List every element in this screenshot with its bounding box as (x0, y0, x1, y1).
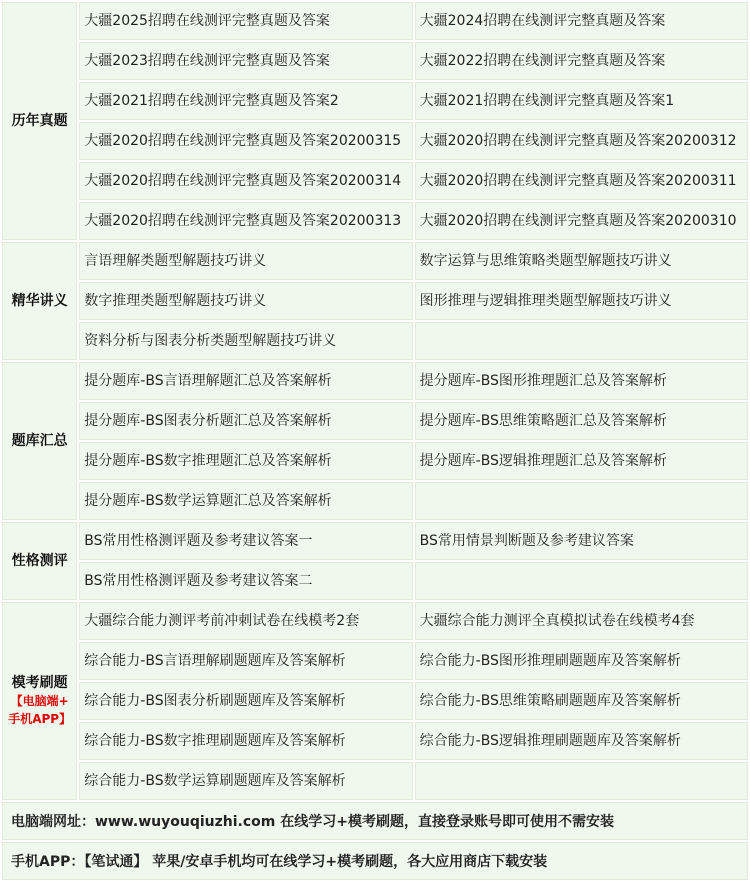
resource-link[interactable]: 大疆2022招聘在线测评完整真题及答案 (419, 53, 666, 69)
resource-link[interactable]: 大疆2021招聘在线测评完整真题及答案2 (84, 93, 339, 109)
table-row (2, 2, 748, 40)
resource-cell[interactable] (415, 162, 748, 200)
resource-link[interactable]: 提分题库-BS图形推理题汇总及答案解析 (419, 373, 667, 389)
empty-cell (415, 562, 748, 600)
resource-cell[interactable] (415, 402, 748, 440)
table-row (2, 522, 748, 560)
category-personality (2, 522, 77, 600)
resource-link[interactable]: 大疆综合能力测评全真模拟试卷在线模考4套 (419, 613, 695, 629)
resource-cell[interactable] (415, 682, 748, 720)
resource-link[interactable]: 大疆2025招聘在线测评完整真题及答案 (84, 13, 330, 29)
resource-cell[interactable] (79, 722, 412, 760)
resource-cell[interactable] (415, 442, 748, 480)
resource-link[interactable]: 大疆2020招聘在线测评完整真题及答案20200315 (84, 133, 402, 149)
resource-link[interactable]: 图形推理与逻辑推理类题型解题技巧讲义 (419, 293, 672, 309)
footer-row (2, 842, 748, 880)
resource-link[interactable]: 大疆2020招聘在线测评完整真题及答案20200311 (419, 173, 737, 189)
table-row (2, 482, 748, 520)
table-row (2, 762, 748, 800)
footer-pc-url: 电脑端网址：www.wuyouqiuzhi.com 在线学习+模考刷题，直接登录账号即可使用不需安装 (2, 802, 748, 840)
resource-link[interactable]: 提分题库-BS逻辑推理题汇总及答案解析 (419, 453, 667, 469)
resource-cell[interactable] (79, 602, 412, 640)
resource-link[interactable]: 综合能力-BS逻辑推理刷题题库及答案解析 (419, 733, 681, 749)
resource-cell[interactable] (415, 2, 748, 40)
empty-cell (415, 482, 748, 520)
resource-cell[interactable] (79, 82, 412, 120)
resource-cell[interactable] (415, 522, 748, 560)
category-bank (2, 362, 77, 520)
resource-cell[interactable] (79, 402, 412, 440)
resource-link[interactable]: 数字运算与思维策略类题型解题技巧讲义 (419, 253, 672, 269)
category-label: 题库汇总 (11, 433, 68, 449)
resource-cell[interactable] (79, 322, 412, 360)
resource-link[interactable]: BS常用性格测评题及参考建议答案一 (84, 533, 313, 549)
resource-link[interactable]: 数字推理类题型解题技巧讲义 (84, 293, 267, 309)
resource-link[interactable]: 大疆2023招聘在线测评完整真题及答案 (84, 53, 330, 69)
category-essence (2, 242, 77, 360)
resource-cell[interactable] (79, 242, 412, 280)
resource-link[interactable]: 综合能力-BS数学运算刷题题库及答案解析 (84, 773, 346, 789)
resource-link[interactable]: 大疆2021招聘在线测评完整真题及答案1 (419, 93, 675, 109)
table-row (2, 162, 748, 200)
resource-link[interactable]: 大疆综合能力测评考前冲刺试卷在线模考2套 (84, 613, 360, 629)
table-row (2, 602, 748, 640)
empty-cell (415, 762, 748, 800)
resource-cell[interactable] (415, 202, 748, 240)
category-label: 历年真题 (11, 113, 68, 129)
resource-cell[interactable] (415, 122, 748, 160)
resource-link[interactable]: 提分题库-BS数字推理题汇总及答案解析 (84, 453, 332, 469)
resource-cell[interactable] (79, 762, 412, 800)
resource-cell[interactable] (79, 642, 412, 680)
table-row (2, 82, 748, 120)
category-label: 模考刷题 (11, 675, 68, 691)
category-history (2, 2, 77, 240)
resource-cell[interactable] (79, 122, 412, 160)
resource-cell[interactable] (415, 282, 748, 320)
table-row (2, 402, 748, 440)
resource-cell[interactable] (79, 562, 412, 600)
table-row (2, 442, 748, 480)
resource-link[interactable]: 提分题库-BS言语理解题汇总及答案解析 (84, 373, 332, 389)
resource-cell[interactable] (415, 722, 748, 760)
resource-cell[interactable] (415, 642, 748, 680)
resource-cell[interactable] (79, 482, 412, 520)
resource-cell[interactable] (79, 282, 412, 320)
resource-cell[interactable] (79, 2, 412, 40)
table-row (2, 682, 748, 720)
resource-cell[interactable] (415, 602, 748, 640)
resource-link[interactable]: 大疆2020招聘在线测评完整真题及答案20200314 (84, 173, 402, 189)
resource-cell[interactable] (79, 42, 412, 80)
footer-app-info: 手机APP：【笔试通】 苹果/安卓手机均可在线学习+模考刷题，各大应用商店下载安装 (2, 842, 748, 880)
table-row (2, 362, 748, 400)
resource-cell[interactable] (415, 242, 748, 280)
resource-cell[interactable] (79, 442, 412, 480)
resource-link[interactable]: BS常用情景判断题及参考建议答案 (419, 533, 634, 549)
resource-table-body (2, 2, 748, 880)
resource-cell[interactable] (415, 82, 748, 120)
resource-cell[interactable] (79, 682, 412, 720)
category-sublabel: 手机APP】 (8, 712, 72, 726)
resource-link[interactable]: 综合能力-BS言语理解刷题题库及答案解析 (84, 653, 346, 669)
table-row (2, 242, 748, 280)
resource-link[interactable]: 大疆2024招聘在线测评完整真题及答案 (419, 13, 666, 29)
table-row (2, 642, 748, 680)
table-row (2, 122, 748, 160)
resource-link[interactable]: 综合能力-BS思维策略刷题题库及答案解析 (419, 693, 681, 709)
resource-link[interactable]: 综合能力-BS图形推理刷题题库及答案解析 (419, 653, 681, 669)
resource-cell[interactable] (79, 202, 412, 240)
footer-row (2, 802, 748, 840)
category-mock (2, 602, 77, 800)
resource-link[interactable]: 大疆2020招聘在线测评完整真题及答案20200313 (84, 213, 402, 229)
category-sublabel: 【电脑端+ (10, 694, 69, 708)
category-label: 性格测评 (11, 553, 68, 569)
table-row (2, 202, 748, 240)
resource-link[interactable]: BS常用性格测评题及参考建议答案二 (84, 573, 313, 589)
category-label: 精华讲义 (11, 293, 68, 309)
table-row (2, 282, 748, 320)
resource-link[interactable]: 提分题库-BS思维策略题汇总及答案解析 (419, 413, 667, 429)
table-row (2, 722, 748, 760)
resource-cell[interactable] (415, 362, 748, 400)
table-row (2, 42, 748, 80)
table-row (2, 562, 748, 600)
resource-cell[interactable] (79, 522, 412, 560)
resource-cell[interactable] (415, 42, 748, 80)
resource-cell[interactable] (79, 162, 412, 200)
resource-link[interactable]: 综合能力-BS图表分析刷题题库及答案解析 (84, 693, 346, 709)
resource-link[interactable]: 提分题库-BS数学运算题汇总及答案解析 (84, 493, 332, 509)
empty-cell (415, 322, 748, 360)
resource-link[interactable]: 提分题库-BS图表分析题汇总及答案解析 (84, 413, 332, 429)
resource-link[interactable]: 言语理解类题型解题技巧讲义 (84, 253, 267, 269)
resource-link[interactable]: 资料分析与图表分析类题型解题技巧讲义 (84, 333, 337, 349)
resource-link[interactable]: 大疆2020招聘在线测评完整真题及答案20200312 (419, 133, 737, 149)
resource-link[interactable]: 大疆2020招聘在线测评完整真题及答案20200310 (419, 213, 737, 229)
resource-cell[interactable] (79, 362, 412, 400)
table-row (2, 322, 748, 360)
resource-link[interactable]: 综合能力-BS数字推理刷题题库及答案解析 (84, 733, 346, 749)
